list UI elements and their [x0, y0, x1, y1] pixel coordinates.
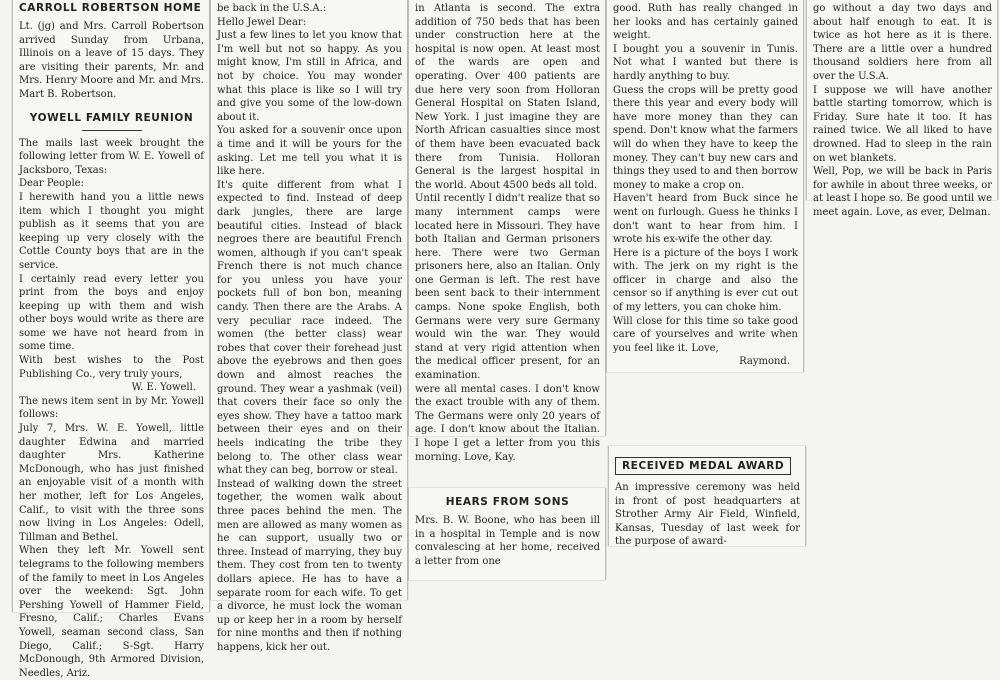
letter-from-kay: in Atlanta is second. The extra addition of 750 beds that has been under construction here at the hospital is now open. At least most of the wards are open and operating. Over 400 patients are due here very soon from Holloran General Hospital on Staten Island, New York. I just imagine they are North African casualties since most of them have been evacuated back there from Tunisia. Holloran General is the largest hospital in the world. About 4500 beds all told. Until recently I didn't realize that so many internment camps were located here in Missouri. They have both Italian and German prisoners here. There were two German prisoners here, also an Italian. Only one German is left. The rest have been sent back to their internment camps. None spoke English, both Germans were very sure Germany would win the war. They would stand at very rigid attention when the medical officer present, for an examination. were all mental cases. I don't know the exact trouble with any of them. The Germans were only 20 years of age. I don't know about the Italian. I hope I get a letter from you this morning. Love, Kay.	[415, 3, 600, 463]
clipping-hears-from-sons	[408, 488, 606, 580]
article-carroll-robertson: Lt. (jg) and Mrs. Carroll Robertson arrived Sunday from Urbana, Illinois on a leave of 15 days. They are visiting their parents, Mr. and Mrs. Henry Moore and Mr. and Mrs. Mart B. Robertson.	[19, 21, 204, 100]
heading-divider	[82, 130, 142, 131]
clipping-received-medal-award	[608, 446, 806, 546]
column-1	[12, 0, 210, 679]
heading-yowell-family-reunion: YOWELL FAMILY REUNION	[29, 111, 194, 124]
article-yowell-letter: The mails last week brought the following letter from W. E. Yowell of Jacksboro, Texas: Dear People: I herewith hand you a little news item which I thought you might publish as it seems that you are keeping up very closely with the Cottle County boys that are in the service. I certainly read every letter you print from the boys and enjoy keeping up with them and wish other boys would write as there are some we have not heard from in some time. With best wishes to the Post Publishing Co., very truly yours,	[19, 137, 204, 380]
article-yowell-news-item: The news item sent in by Mr. Yowell follows: July 7, Mrs. W. E. Yowell, little daughter Edwina and married daughter Mrs. Katherine McDonough, who has just finished an enjoyable visit of a month with her mother, left for Los Angeles, Calif., to visit with the three sons now living in Los Angeles: Odell, Tillman and Bethel. When they left Mr. Yowell sent telegrams to the following members of the family to meet in Los Angeles over the weekend: Sgt. John Pershing Yowell of Hammer Field, Fresno, Calif.; Charles Evans Yowell, seaman second class, San Diego, Calif.; S-Sgt. Harry McDonough, 9th Armored Division, Needles, Ariz.	[19, 395, 204, 679]
heading-received-medal-award: RECEIVED MEDAL AWARD	[615, 457, 791, 475]
article-received-medal-award: An impressive ceremony was held in front of post headquarters at Strother Army Air Field, Winfield, Kansas, Tuesday of last week for the purpose of award-	[615, 482, 800, 548]
letter-from-africa: be back in the U.S.A.: Hello Jewel Dear: Just a few lines to let you know that I'm well but not so happy. As you might know, I'm still in Africa, and not by choice. You may wonder what this place is like so I will try and give you some of the low-down about it. You asked for a souvenir once upon a time and it will be yours for the asking. Let me tell you what it is like here. It's quite different from what I expected to find. Instead of deep dark jungles, there are large beautiful cities. Instead of black negroes there are beautiful French women, although if you can't speak French there is not much chance for you unless you have your pockets full of bon bon, meaning candy. Then there are the Arabs. A very peculiar race indeed. The women (the better class) wear robes that cover their forehead just above the eyebrows and then goes down and almost reaches the ground. They wear a yashmak (veil) that covers their face so only the eyes show. They have a tattoo mark between their eyes and on their heels indicating the tribe they belong to. The other class wear what they can beg, borrow or steal. Instead of walking down the street together, the women walk about three paces behind the men. The men are allowed as many women as he can support, usually two or three. Instead of marrying, they buy them. They cost from ten to twenty dollars apiece. He has to have a separate room for each wife. To get a divorce, he must lock the woman up or keep her in a room by herself for nine months and then if nothing happens, kick her out.	[217, 3, 402, 653]
column-4	[606, 0, 804, 372]
column-5	[806, 0, 998, 218]
column-3	[408, 0, 606, 463]
signature-yowell: W. E. Yowell.	[131, 382, 196, 394]
heading-carroll-robertson-home: CARROLL ROBERTSON HOME	[19, 2, 202, 14]
letter-from-raymond: good. Ruth has really changed in her looks and has certainly gained weight. I bought you a souvenir in Tunis. Not what I wanted but there is hardly anything to buy. Guess the crops will be pretty good there this year and every body will have more money than they can spend. Don't know what the farmers will do when they have to keep the money. They can't buy new cars and things they used to and then borrow money to make a crop on. Haven't heard from Buck since he went on furlough. Guess he thinks I don't want to hear from him. I wrote his ex-wife the other day. Here is a picture of the boys I work with. The jerk on my right is the officer in charge and also the censor so if anything is ever cut out of my letters, you can choke him. Will close for this time so take good care of yourselves and write when you feel like it. Love,	[613, 3, 798, 354]
signature-raymond: Raymond.	[739, 356, 790, 368]
article-hears-from-sons: Mrs. B. W. Boone, who has been ill in a hospital in Temple and is now convalescing at her home, received a letter from one	[415, 515, 600, 567]
heading-hears-from-sons: HEARS FROM SONS	[445, 496, 570, 508]
letter-from-delman: go without a day two days and about half enough to eat. It is twice as hot here as it is there. There are a little over a hundred thousand soldiers here from all over the U.S.A. I suppose we will have another battle starting tomorrow, which is Friday. Sure hate it too. It has rained twice. We all liked to have drowned. Had to sleep in the rain on wet blankets. Well, Pop, we will be back in Paris for awhile in about three weeks, or at least I hope so. Be good until we meet again. Love, as ever, Delman.	[813, 3, 992, 218]
column-2	[210, 0, 408, 653]
